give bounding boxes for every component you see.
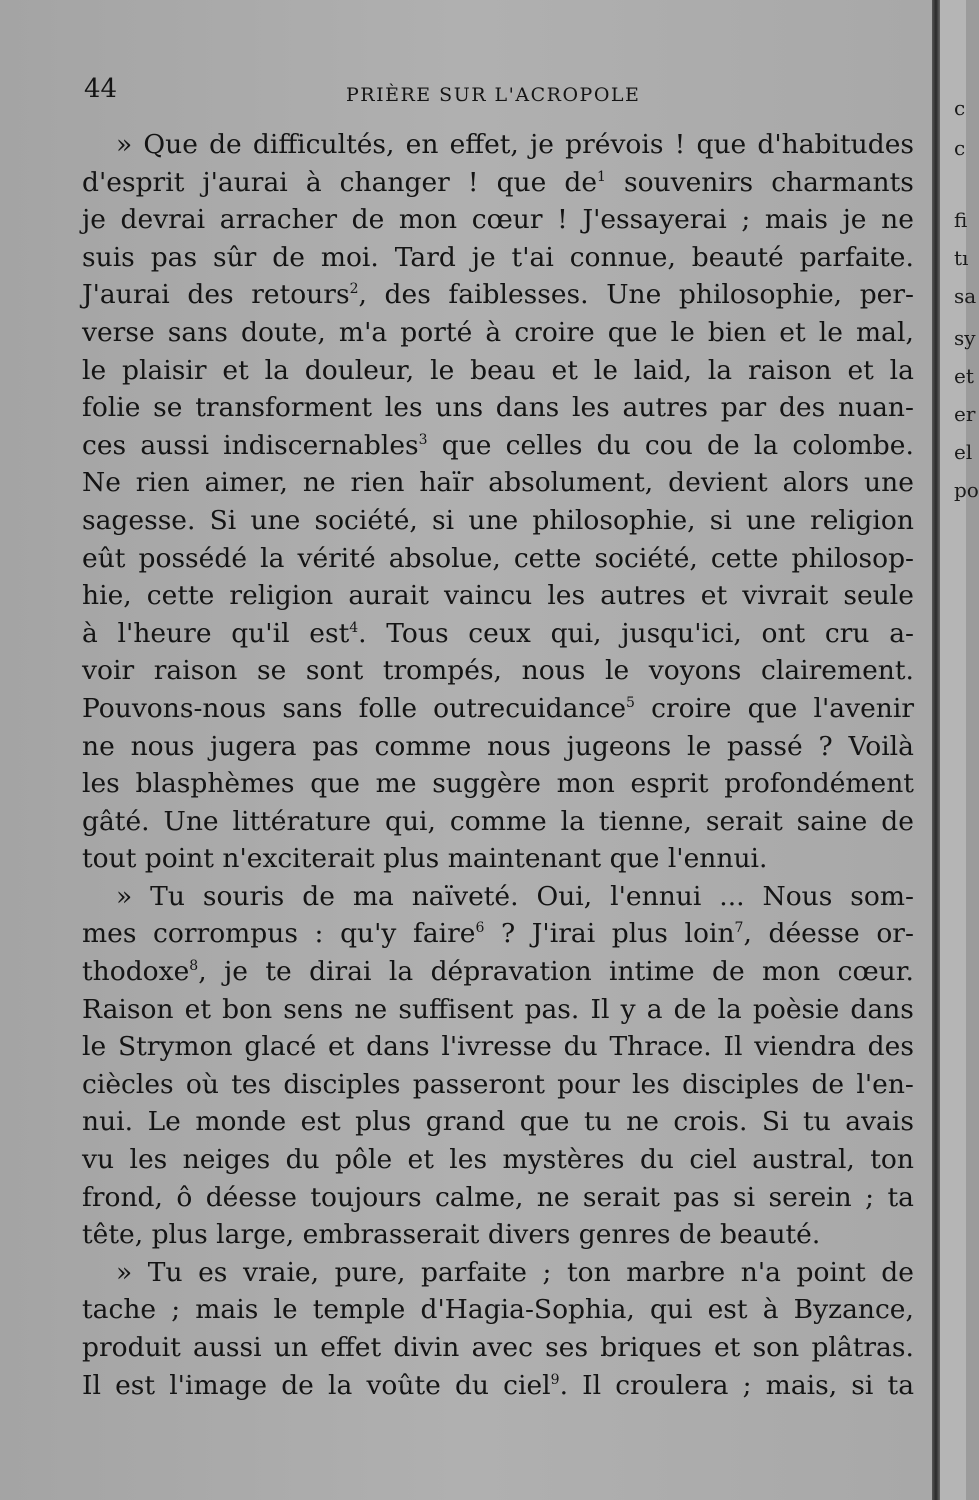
text-line: folie se transforment les uns dans les autres par des nuan-: [82, 392, 914, 424]
page-number: 44: [84, 74, 118, 104]
text-line: voir raison se sont trompés, nous le voyons clairement.: [82, 655, 914, 687]
text-line: eût possédé la vérité absolue, cette société, cette philosop-: [82, 542, 914, 574]
text-line: verse sans doute, m'a porté à croire que le bien et le mal,: [82, 316, 914, 348]
text-line: » Tu souris de ma naïveté. Oui, l'ennui ... Nous som-: [116, 880, 914, 912]
adjacent-page-fragment: fi: [954, 208, 968, 232]
adjacent-page-fragment: sa: [954, 284, 977, 308]
text-line: d'esprit j'aurai à changer ! que $de^1$ souvenirs charmants: [82, 166, 914, 198]
text-line: ne nous jugera pas comme nous jugeons le passé ? Voilà: [82, 730, 914, 762]
text-line: thodoxe$^8$, je te dirai la dépravation intime de mon cœur.: [82, 956, 914, 988]
text-line: produit aussi un efet divin avec ses briques et son plâtras.: [82, 1332, 914, 1363]
text-line: ciècles où tes disciples passeront pour les disciples de l'en-: [82, 1068, 914, 1100]
text-line: » Que de dificultés, en efet, je prévois ! que d'habitudes: [116, 129, 914, 160]
text-line: Raison et bon sens ne sufisent pas. Il y a de la poèsie dans: [82, 993, 914, 1025]
text-line: J'aurai des retours$^2$, des faiblesses. Une philosophie, per-: [82, 279, 914, 311]
text-line: Ne rien aimer, ne rien haïr absolument, devient alors une: [82, 467, 914, 499]
adjacent-page-fragment: c: [954, 136, 966, 160]
adjacent-page-fragment: er: [954, 402, 976, 426]
text-line: tout point n'exciterait plus maintenant que l'ennui.: [82, 843, 768, 875]
adjacent-page-fragment: et: [954, 364, 974, 388]
text-line: gâté. Une littérature qui, comme la tienne, serait saine de: [82, 805, 914, 837]
text-line: frond, ô déesse toujours calme, ne serait pas si serein ; ta: [82, 1181, 914, 1213]
text-line: nui. Le monde est plus grand que tu ne crois. Si tu avais: [82, 1106, 914, 1138]
adjacent-page-fragment: c: [954, 96, 966, 120]
running-title: PRIÈRE SUR L'ACROPOLE: [346, 84, 641, 106]
text-line: suis pas sûr de moi. Tard je t'ai connue, beauté parfaite.: [82, 241, 914, 273]
text-line: ces aussi indiscernables$^3$ que celles du cou de la colombe.: [82, 429, 914, 461]
adjacent-page-fragment: sy: [954, 326, 976, 350]
text-line: hie, cette religion aurait vaincu les autres et vivrait seule: [82, 580, 914, 612]
text-line: tache ; mais le temple d'Hagia-Sophia, qui est à Byzance,: [82, 1294, 914, 1326]
adjacent-page-fragment: po: [954, 478, 979, 502]
text-line: à l'heure qu'il est$^4$. Tous ceux qui, jusqu'ici, ont cru a-: [82, 617, 914, 649]
adjacent-page-edge: [940, 0, 979, 1500]
text-line: le plaisir et la douleur, le beau et le laid, la raison et la: [82, 354, 914, 386]
text-line: sagesse. Si une société, si une philosophie, si une religion: [82, 504, 914, 536]
book-gutter: [932, 0, 940, 1500]
text-line: Pouvons-nous sans folle outrecuidance$^5$ croire que l'avenir: [82, 692, 914, 724]
text-line: tête, plus large, embrasserait divers genres de beauté.: [82, 1219, 821, 1251]
text-line: vu les neiges du pôle et les mystères du ciel austral, ton: [82, 1144, 914, 1176]
text-line: Il est l'image de la voûte du ciel$^9$. Il croulera ; mais, si ta: [82, 1369, 914, 1401]
adjacent-page-fragment: el: [954, 440, 973, 464]
text-line: je devrai arracher de mon cœur ! J'essayerai ; mais je ne: [82, 204, 914, 236]
text-line: les blasphèmes que me suggère mon esprit profondément: [82, 768, 914, 800]
text-line: le Strymon glacé et dans l'ivresse du Thrace. Il viendra des: [82, 1031, 914, 1063]
text-line: mes corrompus : qu'y faire$^6$ ? J'irai plus loin$^7$, déesse or-: [82, 918, 914, 950]
adjacent-page-fragment: tı: [954, 246, 969, 270]
body-text: [82, 126, 914, 1404]
text-line: » Tu es vraie, pure, parfaite ; ton marbre n'a point de: [116, 1256, 914, 1288]
